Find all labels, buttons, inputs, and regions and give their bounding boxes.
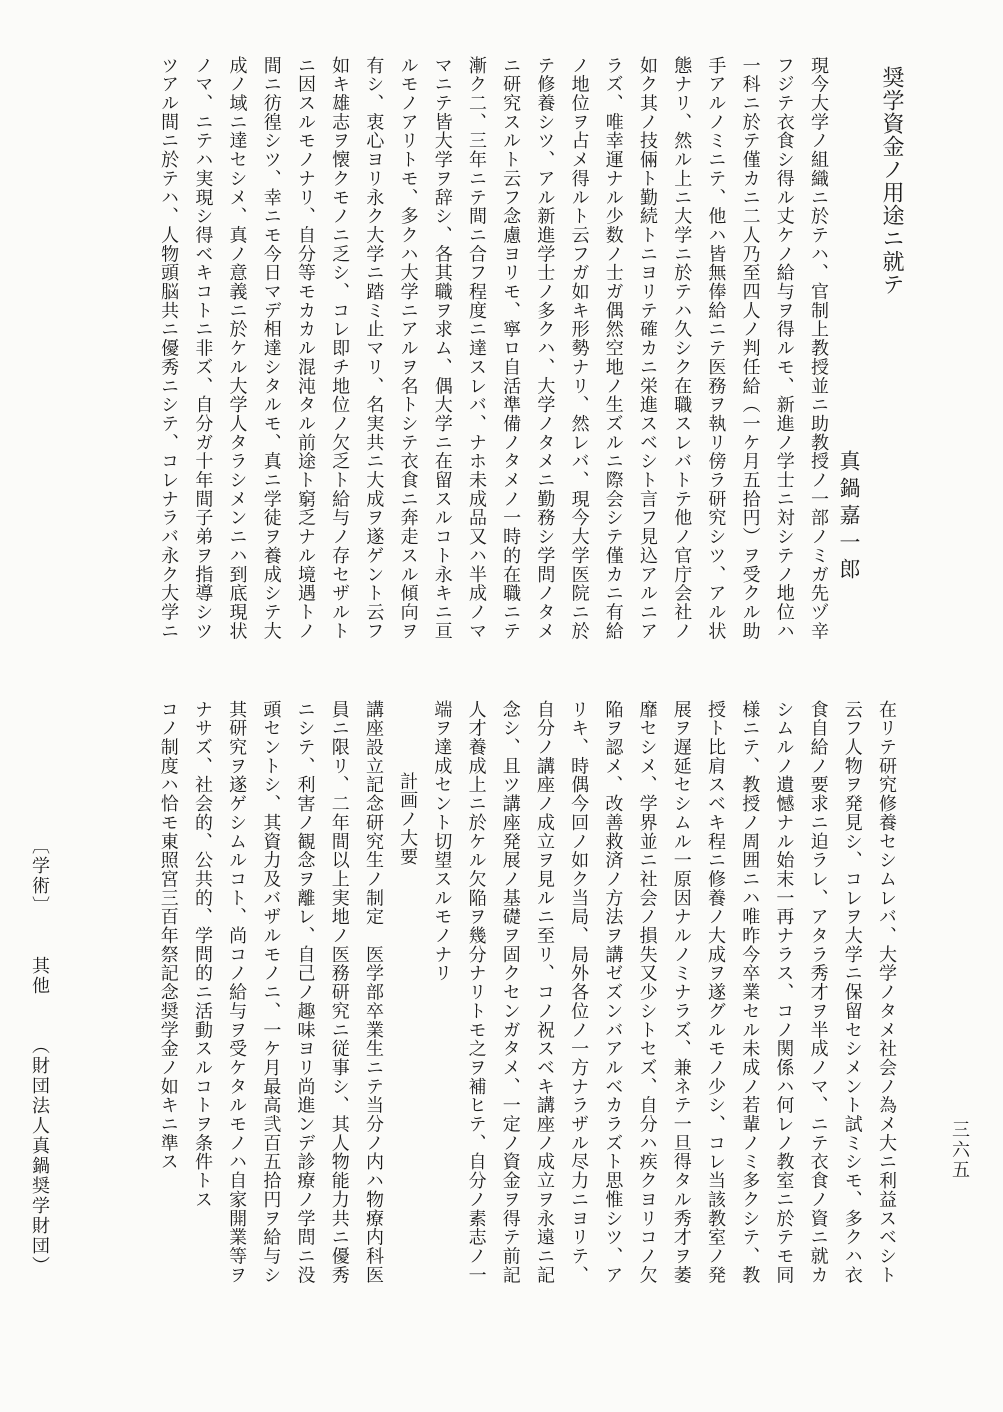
text-column: マニテ皆大学ヲ辞シ、各其職ヲ求ム、偶大学ニ在留スルコト永キニ亘	[431, 56, 453, 641]
text-column: ルモノアリトモ、多クハ大学ニアルヲ名トシテ衣食ニ奔走スル傾向ヲ	[397, 56, 419, 641]
footer-caption	[30, 836, 48, 1276]
text-column: 念シ、且ツ講座発展ノ基礎ヲ固クセンガタメ、一定ノ資金ヲ得テ前記	[499, 700, 521, 1285]
text-column: 如キ雄志ヲ懐クモノニ乏シ、コレ即チ地位ノ欠乏ト給与ノ存セザルト	[329, 56, 351, 641]
text-column: ラズ、唯幸運ナル少数ノ士ガ偶然空地ノ生ズルニ際会シテ僅カニ有給	[602, 56, 624, 641]
text-column: コノ制度ハ恰モ東照宮三百年祭記念奨学金ノ如キニ準ス	[157, 700, 179, 1172]
text-column: 漸ク二、三年ニテ間ニ合フ程度ニ達スレバ、ナホ未成品又ハ半成ノマ	[465, 56, 487, 641]
footer-subcategory: 其他	[29, 956, 50, 996]
text-column: 靡セシメ、学界並ニ社会ノ損失又少シトセズ、自分ハ疾クヨリコノ欠	[636, 700, 658, 1285]
lower-body-text	[151, 700, 903, 1320]
text-column: 端ヲ達成セント切望スルモノナリ	[431, 700, 453, 983]
text-column: 如ク其ノ技倆ト勤続トニヨリテ確カニ栄進スベシト言フ見込アルニア	[636, 56, 658, 641]
text-column: 人才養成上ニ於ケル欠陥ヲ幾分ナリトモ之ヲ補ヒテ、自分ノ素志ノ一	[465, 700, 487, 1285]
text-column: 陥ヲ認メ、改善救済ノ方法ヲ講ゼズンバアルベカラズト思惟シツ、ア	[602, 700, 624, 1285]
text-column: 在リテ研究修養セシムレバ、大学ノタメ社会ノ為メ大ニ利益スベシト	[876, 700, 897, 1285]
text-column: シムルノ遺憾ナル始末一再ナラス、コノ関係ハ何レノ教室ニ於テモ同	[773, 700, 795, 1285]
text-column: ノマ、ニテハ実現シ得ベキコトニ非ズ、自分ガ十年間子弟ヲ指導シツ	[192, 56, 214, 641]
text-column: 様ニテ、教授ノ周囲ニハ唯昨今卒業セル未成ノ若輩ノミ多クシテ、教	[739, 700, 761, 1285]
text-column: ニ因スルモノナリ、自分等モカカル混沌タル前途ト窮乏ナル境遇トノ	[294, 56, 316, 641]
text-column: フジテ衣食シ得ル丈ケノ給与ヲ得ルモ、新進ノ学士ニ対シテノ地位ハ	[773, 56, 795, 641]
text-column: 頭セントシ、其資力及バザルモノニ、一ケ月最高弐百五拾円ヲ給与シ	[260, 700, 282, 1285]
footer-source: （財団法人真鍋奨学財団）	[29, 1036, 50, 1276]
text-column: 云フ人物ヲ発見シ、コレヲ大学ニ保留セシメント試ミシモ、多クハ衣	[841, 700, 863, 1285]
text-column: ナサズ、社会的、公共的、学問的ニ活動スルコトヲ条件トス	[191, 700, 213, 1209]
text-column: 其研究ヲ遂ゲシムルコト、尚コノ給与ヲ受ケタルモノハ自家開業等ヲ	[226, 700, 248, 1285]
text-column: 一科ニ於テ僅カニ二人乃至四人ノ判任給（一ケ月五拾円）ヲ受クル助	[739, 56, 761, 641]
text-column: ニ研究スルト云フ念慮ヨリモ、寧ロ自活準備ノタメノ一時的在職ニテ	[500, 56, 522, 641]
text-column: 食自給ノ要求ニ迫ラレ、アタラ秀才ヲ半成ノマ、ニテ衣食ノ資ニ就カ	[807, 700, 829, 1285]
text-column: 間ニ彷徨シツ、幸ニモ今日マデ相達シタルモ、真ニ学徒ヲ養成シテ大	[260, 56, 282, 641]
text-column: 成ノ域ニ達セシメ、真ノ意義ニ於ケル大学人タラシメンニハ到底現状	[226, 56, 248, 641]
text-column: 有シ、衷心ヨリ永ク大学ニ踏ミ止マリ、名実共ニ大成ヲ遂ゲント云フ	[363, 56, 385, 641]
text-column: 講座設立記念研究生ノ制定 医学部卒業生ニテ当分ノ内ハ物療内科医	[362, 700, 384, 1285]
upper-body-text	[151, 56, 835, 656]
text-column: 展ヲ遅延セシムル一原因ナルノミナラズ、兼ネテ一旦得タル秀才ヲ萎	[670, 700, 692, 1285]
page-number: 三六五	[949, 1120, 970, 1180]
text-column: ニシテ、利害ノ観念ヲ離レ、自己ノ趣味ヨリ尚進ンデ診療ノ学問ニ没	[294, 700, 316, 1285]
text-column: 員ニ限リ、二年間以上実地ノ医務研究ニ従事シ、其人物能力共ニ優秀	[328, 700, 350, 1285]
text-column: 手アルノミニテ、他ハ皆無俸給ニテ医務ヲ執リ傍ラ研究シツ、アル状	[705, 56, 727, 641]
section-heading: 計画ノ大要	[397, 772, 419, 867]
text-column: 自分ノ講座ノ成立ヲ見ルニ至リ、コノ祝スベキ講座ノ成立ヲ永遠ニ記	[533, 700, 555, 1285]
text-column: リキ、時偶今回ノ如ク当局、局外各位ノ一方ナラザル尽力ニヨリテ、	[568, 700, 590, 1285]
article-title: 奨学資金ノ用途ニ就テ	[879, 66, 904, 296]
text-column: ツアル間ニ於テハ、人物頭脳共ニ優秀ニシテ、コレナラバ永ク大学ニ	[158, 56, 180, 641]
text-column: 現今大学ノ組織ニ於テハ、官制上教授並ニ助教授ノ一部ノミガ先ヅ辛	[808, 56, 829, 641]
text-column: 授ト比肩スベキ程ニ修養ノ大成ヲ遂グルモノ少シ、コレ当該教室ノ発	[704, 700, 726, 1285]
article-author: 真鍋嘉一郎	[837, 450, 861, 585]
text-column: テ修養シツ、アル新進学士ノ多クハ、大学ノタメニ勤務シ学問ノタメ	[534, 56, 556, 641]
text-column: ノ地位ヲ占メ得ルト云フガ如キ形勢ナリ、然レバ、現今大学医院ニ於	[568, 56, 590, 641]
footer-category: 〔学術〕	[29, 836, 50, 916]
text-column: 態ナリ、然ル上ニ大学ニ於テハ久シク在職スレバトテ他ノ官庁会社ノ	[671, 56, 693, 641]
